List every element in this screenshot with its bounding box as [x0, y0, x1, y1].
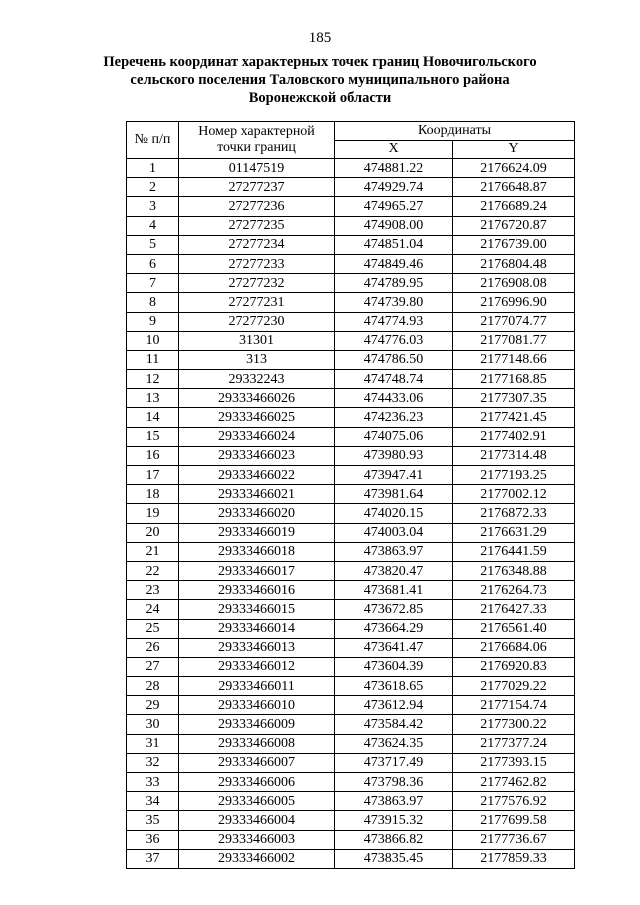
- cell-point-number: 29333466016: [179, 581, 335, 600]
- cell-y: 2177300.22: [453, 715, 575, 734]
- cell-row-number: 2: [127, 178, 179, 197]
- table-row: [127, 274, 575, 293]
- cell-y: 2177168.85: [453, 370, 575, 389]
- cell-point-number: 29333466004: [179, 811, 335, 830]
- header-point-number: [179, 122, 335, 159]
- title-line: Перечень координат характерных точек границ Новочигольского: [103, 54, 537, 70]
- table-row: [127, 715, 575, 734]
- table-row: [127, 677, 575, 696]
- cell-point-number: 29333466023: [179, 446, 335, 465]
- cell-x: 474908.00: [335, 216, 453, 235]
- cell-x: 473798.36: [335, 773, 453, 792]
- cell-row-number: 3: [127, 197, 179, 216]
- cell-row-number: 6: [127, 254, 179, 273]
- table-row: [127, 542, 575, 561]
- table-row: [127, 350, 575, 369]
- cell-y: 2177029.22: [453, 677, 575, 696]
- cell-row-number: 16: [127, 446, 179, 465]
- cell-y: 2177859.33: [453, 849, 575, 868]
- cell-row-number: 13: [127, 389, 179, 408]
- cell-point-number: 29333466006: [179, 773, 335, 792]
- table-row: [127, 581, 575, 600]
- cell-point-number: 27277235: [179, 216, 335, 235]
- cell-x: 474003.04: [335, 523, 453, 542]
- cell-point-number: 29332243: [179, 370, 335, 389]
- cell-x: 473612.94: [335, 696, 453, 715]
- table-row: [127, 792, 575, 811]
- cell-x: 474851.04: [335, 235, 453, 254]
- cell-x: 473863.97: [335, 542, 453, 561]
- cell-point-number: 29333466002: [179, 849, 335, 868]
- cell-row-number: 26: [127, 638, 179, 657]
- cell-point-number: 29333466022: [179, 466, 335, 485]
- cell-point-number: 27277230: [179, 312, 335, 331]
- cell-y: 2177421.45: [453, 408, 575, 427]
- cell-y: 2176720.87: [453, 216, 575, 235]
- cell-row-number: 37: [127, 849, 179, 868]
- cell-x: 473981.64: [335, 485, 453, 504]
- table-row: [127, 773, 575, 792]
- cell-y: 2177736.67: [453, 830, 575, 849]
- cell-point-number: 27277234: [179, 235, 335, 254]
- cell-x: 473863.97: [335, 792, 453, 811]
- cell-point-number: 29333466012: [179, 657, 335, 676]
- cell-y: 2176427.33: [453, 600, 575, 619]
- cell-row-number: 28: [127, 677, 179, 696]
- cell-y: 2177699.58: [453, 811, 575, 830]
- table-row: [127, 408, 575, 427]
- cell-point-number: 29333466003: [179, 830, 335, 849]
- cell-x: 474965.27: [335, 197, 453, 216]
- cell-x: 473641.47: [335, 638, 453, 657]
- cell-x: 473980.93: [335, 446, 453, 465]
- cell-y: 2176908.08: [453, 274, 575, 293]
- table-row: [127, 427, 575, 446]
- cell-row-number: 34: [127, 792, 179, 811]
- cell-point-number: 31301: [179, 331, 335, 350]
- table-row: [127, 485, 575, 504]
- cell-x: 474433.06: [335, 389, 453, 408]
- cell-point-number: 29333466007: [179, 753, 335, 772]
- cell-x: 473584.42: [335, 715, 453, 734]
- table-row: [127, 293, 575, 312]
- page-number: 185: [308, 30, 332, 46]
- cell-row-number: 31: [127, 734, 179, 753]
- table-row: [127, 159, 575, 178]
- document-title: [90, 53, 550, 107]
- cell-row-number: 9: [127, 312, 179, 331]
- cell-point-number: 29333466008: [179, 734, 335, 753]
- cell-row-number: 5: [127, 235, 179, 254]
- cell-point-number: 27277231: [179, 293, 335, 312]
- title-line: Воронежской области: [248, 90, 392, 106]
- table-row: [127, 331, 575, 350]
- cell-x: 473618.65: [335, 677, 453, 696]
- cell-point-number: 27277232: [179, 274, 335, 293]
- cell-x: 473681.41: [335, 581, 453, 600]
- cell-y: 2176684.06: [453, 638, 575, 657]
- header-row-number: № п/п: [127, 122, 179, 159]
- cell-y: 2176264.73: [453, 581, 575, 600]
- cell-y: 2176872.33: [453, 504, 575, 523]
- cell-y: 2176348.88: [453, 561, 575, 580]
- header-y: Y: [453, 140, 575, 159]
- table-row: [127, 734, 575, 753]
- cell-point-number: 29333466026: [179, 389, 335, 408]
- cell-x: 473717.49: [335, 753, 453, 772]
- cell-row-number: 11: [127, 350, 179, 369]
- cell-y: 2177002.12: [453, 485, 575, 504]
- cell-y: 2176689.24: [453, 197, 575, 216]
- cell-row-number: 14: [127, 408, 179, 427]
- cell-row-number: 32: [127, 753, 179, 772]
- cell-row-number: 4: [127, 216, 179, 235]
- coordinates-table: [126, 121, 575, 869]
- table-row: [127, 523, 575, 542]
- table-row: [127, 389, 575, 408]
- table-row: [127, 370, 575, 389]
- cell-x: 474075.06: [335, 427, 453, 446]
- cell-y: 2176920.83: [453, 657, 575, 676]
- cell-point-number: 29333466011: [179, 677, 335, 696]
- cell-point-number: 29333466020: [179, 504, 335, 523]
- table-row: [127, 696, 575, 715]
- cell-row-number: 35: [127, 811, 179, 830]
- table-row: [127, 619, 575, 638]
- cell-point-number: 29333466019: [179, 523, 335, 542]
- cell-y: 2176631.29: [453, 523, 575, 542]
- cell-y: 2177393.15: [453, 753, 575, 772]
- cell-row-number: 29: [127, 696, 179, 715]
- cell-point-number: 27277233: [179, 254, 335, 273]
- cell-row-number: 1: [127, 159, 179, 178]
- cell-row-number: 22: [127, 561, 179, 580]
- table-row: [127, 312, 575, 331]
- cell-y: 2176624.09: [453, 159, 575, 178]
- cell-point-number: 29333466021: [179, 485, 335, 504]
- cell-y: 2177377.24: [453, 734, 575, 753]
- cell-x: 474020.15: [335, 504, 453, 523]
- cell-x: 473664.29: [335, 619, 453, 638]
- cell-row-number: 19: [127, 504, 179, 523]
- cell-row-number: 15: [127, 427, 179, 446]
- cell-row-number: 30: [127, 715, 179, 734]
- table-body: [127, 159, 575, 869]
- cell-x: 473915.32: [335, 811, 453, 830]
- cell-y: 2176441.59: [453, 542, 575, 561]
- cell-row-number: 33: [127, 773, 179, 792]
- cell-row-number: 8: [127, 293, 179, 312]
- cell-y: 2177307.35: [453, 389, 575, 408]
- cell-row-number: 7: [127, 274, 179, 293]
- table-row: [127, 561, 575, 580]
- table-row: [127, 178, 575, 197]
- cell-point-number: 29333466015: [179, 600, 335, 619]
- table-row: [127, 235, 575, 254]
- cell-point-number: 29333466017: [179, 561, 335, 580]
- cell-x: 473866.82: [335, 830, 453, 849]
- cell-row-number: 12: [127, 370, 179, 389]
- table-row: [127, 753, 575, 772]
- table-row: [127, 600, 575, 619]
- cell-point-number: 29333466025: [179, 408, 335, 427]
- cell-y: 2177193.25: [453, 466, 575, 485]
- cell-point-number: 01147519: [179, 159, 335, 178]
- header-point-line: Номер характерной: [198, 124, 315, 139]
- cell-x: 474748.74: [335, 370, 453, 389]
- cell-y: 2176561.40: [453, 619, 575, 638]
- cell-x: 474739.80: [335, 293, 453, 312]
- cell-row-number: 21: [127, 542, 179, 561]
- cell-point-number: 29333466005: [179, 792, 335, 811]
- table-row: [127, 216, 575, 235]
- table-row: [127, 830, 575, 849]
- cell-row-number: 27: [127, 657, 179, 676]
- cell-point-number: 313: [179, 350, 335, 369]
- cell-x: 473672.85: [335, 600, 453, 619]
- cell-x: 474774.93: [335, 312, 453, 331]
- header-point-line: точки границ: [217, 140, 296, 155]
- table-row: [127, 466, 575, 485]
- cell-point-number: 29333466018: [179, 542, 335, 561]
- table-row: [127, 849, 575, 868]
- cell-row-number: 18: [127, 485, 179, 504]
- cell-point-number: 29333466010: [179, 696, 335, 715]
- cell-row-number: 25: [127, 619, 179, 638]
- table-row: [127, 254, 575, 273]
- header-coordinates: Координаты: [335, 122, 575, 141]
- cell-x: 474881.22: [335, 159, 453, 178]
- cell-x: 474236.23: [335, 408, 453, 427]
- cell-y: 2176804.48: [453, 254, 575, 273]
- cell-x: 473604.39: [335, 657, 453, 676]
- cell-y: 2177402.91: [453, 427, 575, 446]
- cell-point-number: 29333466024: [179, 427, 335, 446]
- cell-x: 473947.41: [335, 466, 453, 485]
- table-row: [127, 197, 575, 216]
- cell-point-number: 29333466009: [179, 715, 335, 734]
- table-row: [127, 638, 575, 657]
- cell-y: 2176648.87: [453, 178, 575, 197]
- table-header: [127, 122, 575, 159]
- cell-y: 2177074.77: [453, 312, 575, 331]
- cell-x: 473835.45: [335, 849, 453, 868]
- cell-y: 2176996.90: [453, 293, 575, 312]
- cell-y: 2177081.77: [453, 331, 575, 350]
- cell-row-number: 23: [127, 581, 179, 600]
- table-row: [127, 811, 575, 830]
- cell-point-number: 29333466014: [179, 619, 335, 638]
- cell-x: 474849.46: [335, 254, 453, 273]
- header-x: X: [335, 140, 453, 159]
- cell-row-number: 24: [127, 600, 179, 619]
- cell-point-number: 27277236: [179, 197, 335, 216]
- cell-point-number: 27277237: [179, 178, 335, 197]
- cell-x: 474929.74: [335, 178, 453, 197]
- cell-y: 2176739.00: [453, 235, 575, 254]
- cell-y: 2177462.82: [453, 773, 575, 792]
- cell-y: 2177154.74: [453, 696, 575, 715]
- cell-x: 474789.95: [335, 274, 453, 293]
- title-line: сельского поселения Таловского муниципального района: [130, 72, 510, 88]
- table-row: [127, 657, 575, 676]
- table-row: [127, 504, 575, 523]
- cell-point-number: 29333466013: [179, 638, 335, 657]
- cell-row-number: 10: [127, 331, 179, 350]
- cell-row-number: 36: [127, 830, 179, 849]
- cell-y: 2177576.92: [453, 792, 575, 811]
- table-row: [127, 446, 575, 465]
- cell-x: 474776.03: [335, 331, 453, 350]
- cell-y: 2177148.66: [453, 350, 575, 369]
- cell-x: 473624.35: [335, 734, 453, 753]
- cell-x: 474786.50: [335, 350, 453, 369]
- cell-x: 473820.47: [335, 561, 453, 580]
- cell-row-number: 17: [127, 466, 179, 485]
- cell-y: 2177314.48: [453, 446, 575, 465]
- cell-row-number: 20: [127, 523, 179, 542]
